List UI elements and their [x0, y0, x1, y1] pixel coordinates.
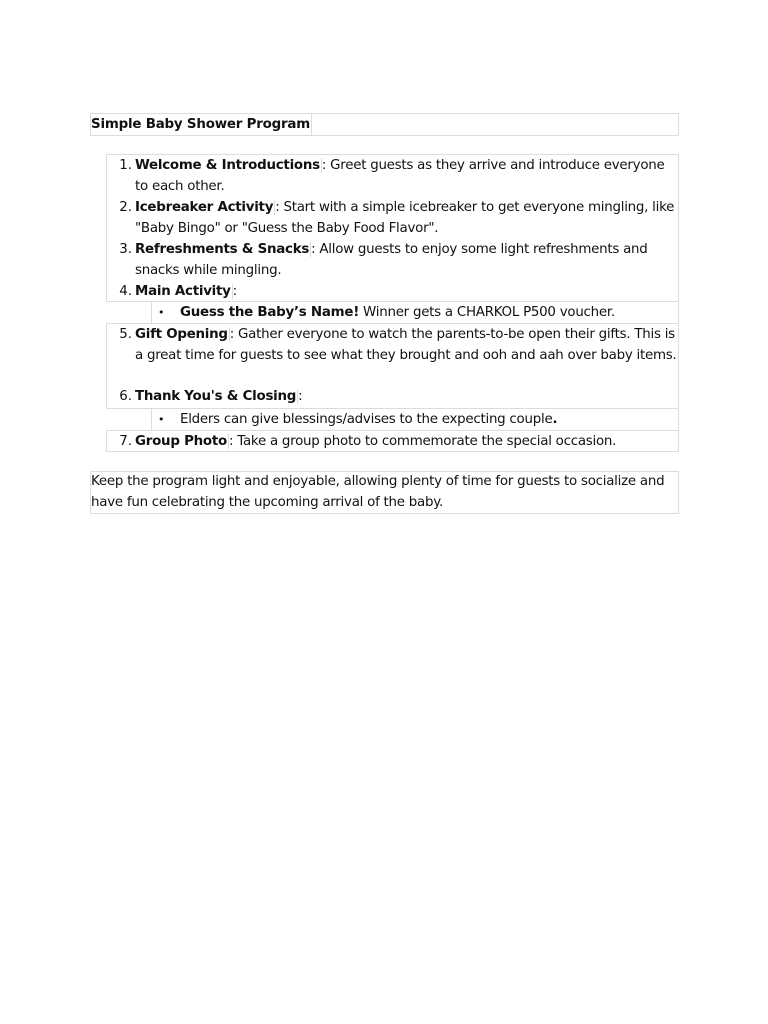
item-description: :	[298, 389, 303, 404]
item-number: 4.	[119, 284, 132, 299]
item-text	[135, 431, 677, 452]
item-heading: Gift Opening	[135, 327, 228, 342]
item-description: : Gather everyone to watch the parents-to-be open their gifts. This is a great time for guests to see what they brought and ooh and aah over baby items.	[135, 327, 677, 363]
sub-item-period: .	[552, 412, 558, 427]
sub-item-text: Elders can give blessings/advises to the expecting couple	[180, 412, 553, 427]
item-number: 1.	[119, 158, 132, 173]
sub-item-heading: Guess the Baby’s Name!	[180, 305, 360, 320]
item-text	[135, 281, 677, 302]
page-title: Simple Baby Shower Program	[91, 114, 312, 135]
item-heading: Group Photo	[135, 434, 227, 449]
item-number: 6.	[119, 389, 132, 404]
item-description: : Take a group photo to commemorate the special occasion.	[228, 434, 617, 449]
item-number: 3.	[119, 242, 132, 257]
title-box	[90, 113, 679, 136]
sub-item-description: Winner gets a CHARKOL P500 voucher.	[359, 305, 615, 320]
item-heading: Thank You's & Closing	[135, 389, 297, 404]
item-description: : Allow guests to enjoy some light refreshments and snacks while mingling.	[135, 242, 648, 278]
sub-list-item	[180, 302, 615, 323]
bullet-icon: •	[158, 306, 165, 319]
item-description: :	[232, 284, 237, 299]
sub-list-item	[180, 409, 557, 430]
item-heading: Welcome & Introductions	[135, 158, 320, 173]
item-heading: Main Activity	[135, 284, 231, 299]
item-number: 7.	[119, 434, 132, 449]
item-text	[135, 155, 677, 197]
item-number: 2.	[119, 200, 132, 215]
item-description: : Start with a simple icebreaker to get everyone mingling, like "Baby Bingo" or "Guess the Baby Food Flavor".	[135, 200, 675, 236]
item-heading: Refreshments & Snacks	[135, 242, 310, 257]
item-text	[135, 386, 677, 407]
item-heading: Icebreaker Activity	[135, 200, 274, 215]
item-description: : Greet guests as they arrive and introduce everyone to each other.	[135, 158, 665, 194]
item-text	[135, 239, 677, 281]
item-text	[135, 197, 677, 239]
item-number: 5.	[119, 327, 132, 342]
bullet-icon: •	[158, 413, 165, 426]
closing-note: Keep the program light and enjoyable, allowing plenty of time for guests to socialize and have fun celebrating the upcoming arrival of the baby.	[91, 474, 665, 510]
item-text	[135, 324, 677, 366]
